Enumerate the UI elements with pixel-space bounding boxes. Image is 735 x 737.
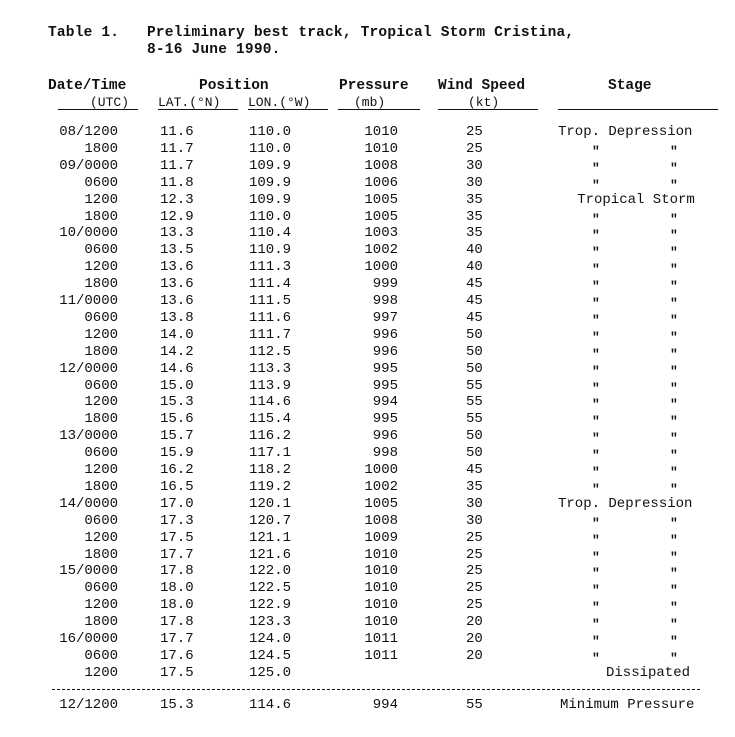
row-date: 1800 <box>84 478 118 495</box>
row-wind: 30 <box>466 174 483 191</box>
row-date: 0600 <box>84 445 118 462</box>
row-pressure: 995 <box>372 360 398 377</box>
table-row <box>0 445 735 462</box>
ditto-mark: " <box>592 414 600 430</box>
table-row <box>0 361 735 378</box>
header-pressure-underline <box>338 109 420 110</box>
row-lat: 13.3 <box>160 225 194 242</box>
row-pressure: 997 <box>372 309 398 326</box>
row-lon: 111.3 <box>249 259 292 276</box>
row-pressure: 1005 <box>364 191 398 208</box>
row-date: 1800 <box>84 208 118 225</box>
row-pressure: 1010 <box>364 124 398 140</box>
ditto-mark: " <box>592 465 600 480</box>
row-pressure: 1010 <box>364 614 398 631</box>
row-date: 1200 <box>84 529 118 546</box>
ditto-mark: " <box>670 177 678 193</box>
row-wind: 20 <box>466 631 483 647</box>
row-date: 1800 <box>84 343 118 360</box>
row-wind: 45 <box>466 293 483 309</box>
row-lat: 17.8 <box>160 614 194 631</box>
row-pressure: 1003 <box>364 225 398 242</box>
table-row <box>0 124 735 141</box>
row-lat: 17.5 <box>160 664 194 681</box>
row-wind: 35 <box>466 208 483 225</box>
table-row <box>0 158 735 175</box>
row-lat: 15.3 <box>160 394 194 411</box>
row-lon: 110.0 <box>249 124 292 140</box>
row-stage-label: Dissipated <box>605 664 690 681</box>
row-wind: 35 <box>466 191 483 208</box>
row-lat: 13.8 <box>160 309 194 326</box>
table-row <box>0 378 735 395</box>
row-date: 12/0000 <box>59 360 118 377</box>
ditto-mark: " <box>670 363 678 379</box>
row-pressure: 1002 <box>364 242 398 259</box>
ditto-mark: " <box>670 431 678 447</box>
table-row <box>0 513 735 530</box>
row-pressure: 995 <box>372 377 398 394</box>
row-pressure: 1011 <box>364 631 398 647</box>
ditto-mark: " <box>592 312 600 328</box>
ditto-mark: " <box>592 279 600 295</box>
row-lon: 120.1 <box>249 495 292 512</box>
row-pressure: 998 <box>372 293 398 309</box>
table-row <box>0 225 735 242</box>
ditto-mark: " <box>592 448 600 464</box>
row-lat: 18.0 <box>160 597 194 614</box>
row-wind: 25 <box>466 529 483 546</box>
row-date: 1200 <box>84 462 118 478</box>
ditto-mark: " <box>670 143 678 159</box>
table-caption <box>48 25 574 59</box>
row-pressure: 1010 <box>364 546 398 563</box>
ditto-mark: " <box>592 532 600 548</box>
row-lat: 13.6 <box>160 259 194 276</box>
row-date: 13/0000 <box>59 428 118 445</box>
row-wind: 55 <box>466 377 483 394</box>
row-lat: 15.6 <box>160 411 194 428</box>
ditto-mark: " <box>592 650 600 666</box>
ditto-mark: " <box>670 211 678 227</box>
summary-lon: 114.6 <box>249 697 292 713</box>
row-pressure: 1008 <box>364 512 398 529</box>
row-wind: 25 <box>466 140 483 157</box>
row-pressure: 996 <box>372 326 398 343</box>
row-wind: 20 <box>466 614 483 631</box>
header-utc: (UTC) <box>90 95 130 110</box>
header-pressure: Pressure <box>339 78 409 94</box>
ditto-mark: " <box>670 617 678 633</box>
row-lon: 124.5 <box>249 647 292 664</box>
row-pressure: 1002 <box>364 478 398 495</box>
row-lat: 12.3 <box>160 191 194 208</box>
ditto-mark: " <box>670 549 678 565</box>
row-lon: 120.7 <box>249 512 292 529</box>
row-wind: 25 <box>466 546 483 563</box>
table-row <box>0 563 735 580</box>
row-lon: 121.6 <box>249 546 292 563</box>
row-wind: 45 <box>466 276 483 293</box>
summary-pressure: 994 <box>372 697 398 713</box>
row-lon: 110.0 <box>249 208 292 225</box>
row-stage-label: Tropical Storm <box>577 191 695 208</box>
row-wind: 50 <box>466 428 483 445</box>
row-wind: 50 <box>466 445 483 462</box>
ditto-mark: " <box>592 549 600 565</box>
table-row <box>0 580 735 597</box>
row-lat: 15.7 <box>160 428 194 445</box>
summary-date: 12/1200 <box>59 697 118 713</box>
ditto-mark: " <box>670 600 678 616</box>
row-date: 0600 <box>84 647 118 664</box>
ditto-mark: " <box>592 583 600 599</box>
header-stage-underline <box>558 109 718 110</box>
ditto-mark: " <box>592 228 600 244</box>
ditto-mark: " <box>592 363 600 379</box>
row-pressure: 1010 <box>364 563 398 580</box>
table-row <box>0 496 735 513</box>
table-row <box>0 631 735 648</box>
row-wind: 50 <box>466 343 483 360</box>
row-lat: 13.5 <box>160 242 194 259</box>
row-lon: 110.9 <box>249 242 292 259</box>
row-pressure: 1011 <box>364 647 398 664</box>
row-wind: 30 <box>466 495 483 512</box>
ditto-mark: " <box>592 380 600 396</box>
row-wind: 25 <box>466 563 483 580</box>
table-row <box>0 411 735 428</box>
row-lon: 124.0 <box>249 631 292 647</box>
row-lon: 118.2 <box>249 462 292 478</box>
row-date: 1200 <box>84 259 118 276</box>
row-pressure: 1005 <box>364 495 398 512</box>
row-lon: 109.9 <box>249 191 292 208</box>
table-row <box>0 479 735 496</box>
ditto-mark: " <box>670 346 678 362</box>
row-lon: 111.6 <box>249 309 292 326</box>
ditto-mark: " <box>592 177 600 193</box>
table-row <box>0 597 735 614</box>
row-wind: 50 <box>466 326 483 343</box>
row-lon: 115.4 <box>249 411 292 428</box>
table-row <box>0 310 735 327</box>
row-date: 1800 <box>84 411 118 428</box>
ditto-mark: " <box>592 397 600 413</box>
row-wind: 50 <box>466 360 483 377</box>
table-row <box>0 394 735 411</box>
header-lon-underline <box>248 109 328 110</box>
row-date: 1200 <box>84 664 118 681</box>
row-lon: 114.6 <box>249 394 292 411</box>
header-position: Position <box>199 78 269 94</box>
row-lat: 14.2 <box>160 343 194 360</box>
table-row <box>0 209 735 226</box>
row-date: 1200 <box>84 191 118 208</box>
row-lon: 122.5 <box>249 580 292 597</box>
row-lon: 110.0 <box>249 140 292 157</box>
summary-row: 12/1200 15.3 114.6 994 55 Minimum Pressure <box>0 697 735 714</box>
row-lat: 16.2 <box>160 462 194 478</box>
ditto-mark: " <box>592 262 600 278</box>
row-wind: 35 <box>466 225 483 242</box>
row-lat: 11.8 <box>160 174 194 191</box>
table-row <box>0 530 735 547</box>
row-lat: 16.5 <box>160 478 194 495</box>
row-lat: 17.8 <box>160 563 194 580</box>
ditto-mark: " <box>592 296 600 311</box>
table-row <box>0 462 735 479</box>
ditto-mark: " <box>592 245 600 261</box>
ditto-mark: " <box>670 279 678 295</box>
table-title-line1: Preliminary best track, Tropical Storm Cristina, <box>147 25 575 41</box>
ditto-mark: " <box>670 329 678 345</box>
table-row <box>0 276 735 293</box>
ditto-mark: " <box>670 312 678 328</box>
row-pressure: 996 <box>372 343 398 360</box>
row-lon: 110.4 <box>249 225 292 242</box>
header-stage: Stage <box>608 78 652 94</box>
table-row <box>0 547 735 564</box>
ditto-mark: " <box>592 634 600 649</box>
row-lat: 13.6 <box>160 276 194 293</box>
ditto-mark: " <box>670 532 678 548</box>
row-wind: 25 <box>466 580 483 597</box>
row-lon: 117.1 <box>249 445 292 462</box>
row-date: 0600 <box>84 174 118 191</box>
table-number: Table 1. <box>48 25 120 41</box>
row-lon: 112.5 <box>249 343 292 360</box>
table-row <box>0 614 735 631</box>
ditto-mark: " <box>670 160 678 176</box>
table-row <box>0 293 735 310</box>
row-date: 0600 <box>84 309 118 326</box>
row-pressure: 1010 <box>364 140 398 157</box>
ditto-mark: " <box>592 481 600 497</box>
row-pressure: 999 <box>372 276 398 293</box>
row-lon: 122.9 <box>249 597 292 614</box>
row-date: 1800 <box>84 140 118 157</box>
row-date: 1200 <box>84 326 118 343</box>
table-row <box>0 648 735 665</box>
row-lon: 109.9 <box>249 157 292 174</box>
row-lon: 116.2 <box>249 428 292 445</box>
row-wind: 40 <box>466 259 483 276</box>
row-lat: 12.9 <box>160 208 194 225</box>
row-lat: 17.6 <box>160 647 194 664</box>
row-wind: 20 <box>466 647 483 664</box>
row-lon: 123.3 <box>249 614 292 631</box>
header-mb: (mb) <box>354 95 386 110</box>
row-lon: 111.4 <box>249 276 292 293</box>
ditto-mark: " <box>670 481 678 497</box>
ditto-mark: " <box>670 380 678 396</box>
row-pressure: 994 <box>372 394 398 411</box>
ditto-mark: " <box>592 431 600 447</box>
row-wind: 45 <box>466 309 483 326</box>
row-lat: 17.7 <box>160 631 194 647</box>
row-date: 1200 <box>84 597 118 614</box>
summary-lat: 15.3 <box>160 697 194 713</box>
header-lon: LON.(°W) <box>248 95 311 110</box>
ditto-mark: " <box>670 515 678 531</box>
header-datetime-underline <box>58 109 138 110</box>
table-row <box>0 344 735 361</box>
row-lon: 119.2 <box>249 478 292 495</box>
ditto-mark: " <box>670 397 678 413</box>
row-date: 1200 <box>84 394 118 411</box>
ditto-mark: " <box>670 296 678 311</box>
header-kt: (kt) <box>468 95 500 110</box>
table-row <box>0 665 735 682</box>
row-lon: 111.5 <box>249 293 292 309</box>
row-pressure: 998 <box>372 445 398 462</box>
table-row <box>0 327 735 344</box>
row-date: 16/0000 <box>59 631 118 647</box>
row-lat: 15.9 <box>160 445 194 462</box>
row-pressure: 995 <box>372 411 398 428</box>
ditto-mark: " <box>592 329 600 345</box>
ditto-mark: " <box>670 414 678 430</box>
row-date: 0600 <box>84 580 118 597</box>
header-wind-underline <box>438 109 538 110</box>
row-lat: 17.5 <box>160 529 194 546</box>
table-row <box>0 428 735 445</box>
ditto-mark: " <box>670 262 678 278</box>
ditto-mark: " <box>670 448 678 464</box>
row-wind: 40 <box>466 242 483 259</box>
row-lon: 111.7 <box>249 326 292 343</box>
summary-separator <box>52 689 700 690</box>
row-pressure: 1009 <box>364 529 398 546</box>
ditto-mark: " <box>592 160 600 176</box>
ditto-mark: " <box>592 617 600 633</box>
row-date: 1800 <box>84 276 118 293</box>
row-wind: 55 <box>466 394 483 411</box>
row-pressure: 1000 <box>364 259 398 276</box>
row-lon: 125.0 <box>249 664 292 681</box>
ditto-mark: " <box>670 566 678 582</box>
row-date: 08/1200 <box>59 124 118 140</box>
row-lon: 109.9 <box>249 174 292 191</box>
ditto-mark: " <box>592 211 600 227</box>
header-lat-underline <box>158 109 238 110</box>
row-lat: 11.7 <box>160 140 194 157</box>
ditto-mark: " <box>670 583 678 599</box>
row-wind: 30 <box>466 512 483 529</box>
row-lat: 17.3 <box>160 512 194 529</box>
row-lat: 17.7 <box>160 546 194 563</box>
header-wind: Wind Speed <box>438 78 526 94</box>
table-row <box>0 242 735 259</box>
row-pressure: 1005 <box>364 208 398 225</box>
row-wind: 55 <box>466 411 483 428</box>
ditto-mark: " <box>592 346 600 362</box>
row-date: 0600 <box>84 242 118 259</box>
row-lat: 17.0 <box>160 495 194 512</box>
row-pressure: 996 <box>372 428 398 445</box>
row-lon: 113.9 <box>249 377 292 394</box>
row-wind: 30 <box>466 157 483 174</box>
ditto-mark: " <box>592 566 600 582</box>
row-lat: 15.0 <box>160 377 194 394</box>
header-datetime: Date/Time <box>48 78 127 94</box>
row-stage-label: Trop. Depression <box>558 124 693 140</box>
table-row <box>0 192 735 209</box>
row-lat: 14.0 <box>160 326 194 343</box>
ditto-mark: " <box>670 465 678 480</box>
ditto-mark: " <box>670 245 678 261</box>
row-date: 15/0000 <box>59 563 118 580</box>
row-date: 1800 <box>84 546 118 563</box>
table-title-line2: 8-16 June 1990. <box>147 42 281 58</box>
table-row <box>0 175 735 192</box>
row-wind: 45 <box>466 462 483 478</box>
row-pressure: 1008 <box>364 157 398 174</box>
row-date: 09/0000 <box>59 157 118 174</box>
ditto-mark: " <box>670 228 678 244</box>
table-row <box>0 259 735 276</box>
ditto-mark: " <box>670 634 678 649</box>
row-lat: 18.0 <box>160 580 194 597</box>
row-pressure: 1010 <box>364 580 398 597</box>
row-pressure: 1000 <box>364 462 398 478</box>
ditto-mark: " <box>592 143 600 159</box>
row-wind: 25 <box>466 597 483 614</box>
row-lon: 121.1 <box>249 529 292 546</box>
row-wind: 35 <box>466 478 483 495</box>
row-date: 1800 <box>84 614 118 631</box>
row-pressure: 1010 <box>364 597 398 614</box>
table-row <box>0 141 735 158</box>
row-date: 10/0000 <box>59 225 118 242</box>
summary-wind: 55 <box>466 697 483 713</box>
row-lat: 11.7 <box>160 157 194 174</box>
ditto-mark: " <box>592 600 600 616</box>
row-lon: 113.3 <box>249 360 292 377</box>
row-lat: 11.6 <box>160 124 194 140</box>
row-wind: 25 <box>466 124 483 140</box>
row-lon: 122.0 <box>249 563 292 580</box>
ditto-mark: " <box>670 650 678 666</box>
header-lat: LAT.(°N) <box>158 95 221 110</box>
row-pressure: 1006 <box>364 174 398 191</box>
row-date: 14/0000 <box>59 495 118 512</box>
row-date: 11/0000 <box>59 293 118 309</box>
row-stage-label: Trop. Depression <box>558 495 693 512</box>
ditto-mark: " <box>592 515 600 531</box>
row-date: 0600 <box>84 512 118 529</box>
row-lat: 14.6 <box>160 360 194 377</box>
row-date: 0600 <box>84 377 118 394</box>
row-lat: 13.6 <box>160 293 194 309</box>
